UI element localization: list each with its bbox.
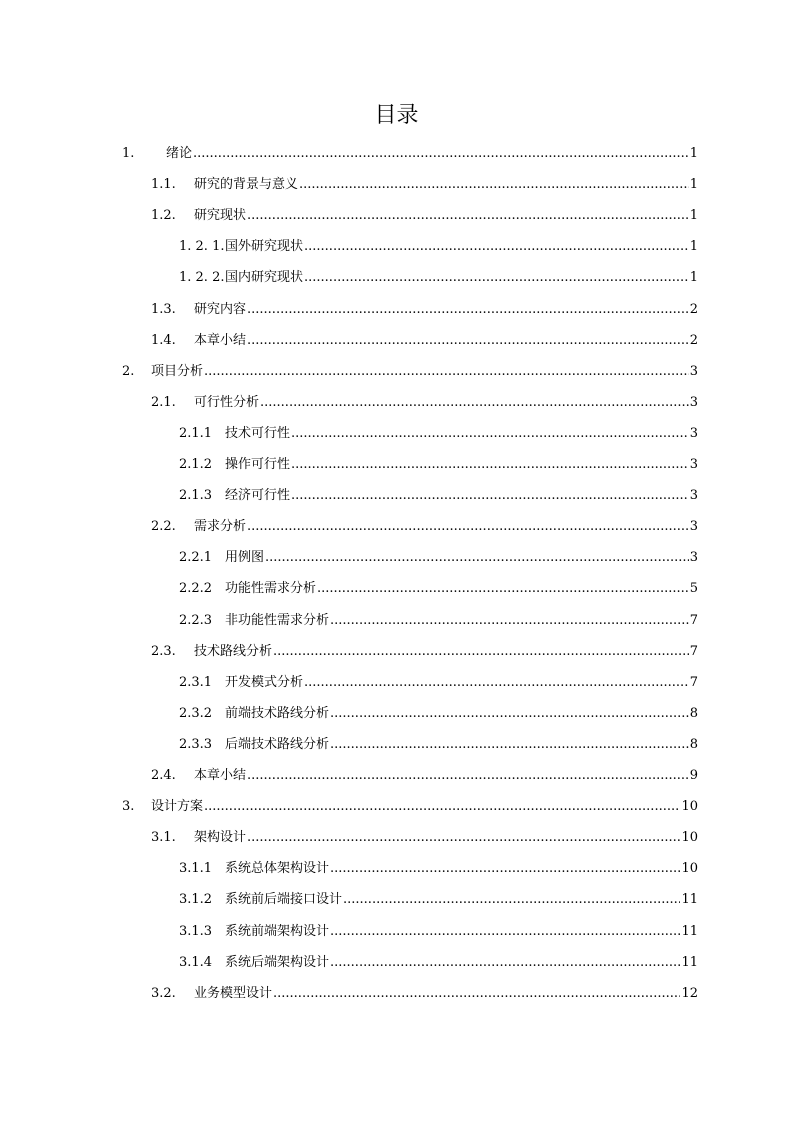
- toc-entry-number: 3.1.: [151, 830, 176, 846]
- toc-entry[interactable]: [179, 612, 698, 630]
- toc-entry[interactable]: [179, 238, 698, 256]
- dot-leader: [291, 425, 689, 443]
- dot-leader: [273, 643, 689, 661]
- toc-entry-label: 研究现状: [194, 208, 247, 224]
- toc-entry-number: 2.2.1: [179, 550, 213, 566]
- toc-entry-page-number: 10: [681, 799, 698, 815]
- toc-entry-page-number: 1: [689, 177, 698, 193]
- toc-entry-number: 2.3.: [151, 643, 176, 659]
- toc-entry-number: 1. 2. 2.: [179, 270, 225, 286]
- dot-leader: [304, 238, 689, 256]
- toc-entry-label: 业务模型设计: [194, 985, 273, 1001]
- toc-entry-page-number: 11: [681, 892, 698, 908]
- dot-leader: [247, 767, 689, 785]
- toc-entry-page-number: 3: [689, 550, 698, 566]
- toc-entry-page-number: 7: [689, 643, 698, 659]
- toc-entry-page-number: 1: [689, 146, 698, 161]
- toc-entry-label: 本章小结: [194, 332, 247, 348]
- toc-entry-label: 用例图: [225, 550, 265, 566]
- toc-entry-number: 1.2.: [151, 208, 176, 224]
- toc-entry-label: 本章小结: [194, 768, 247, 783]
- toc-entry-page-number: 7: [689, 612, 698, 628]
- dot-leader: [247, 301, 689, 319]
- toc-entry-page-number: 11: [681, 954, 698, 970]
- dot-leader: [247, 332, 689, 350]
- toc-entry-label: 前端技术路线分析: [225, 705, 330, 721]
- toc-entry-label: 开发模式分析: [225, 674, 304, 690]
- toc-entry-page-number: 1: [689, 270, 698, 286]
- dot-leader: [247, 829, 680, 847]
- dot-leader: [330, 954, 680, 972]
- toc-entry-page-number: 10: [681, 830, 698, 846]
- toc-entry-number: 1. 2. 1.: [179, 239, 225, 255]
- toc-entry-page-number: 2: [689, 301, 698, 317]
- toc-entry[interactable]: [179, 549, 698, 567]
- dot-leader: [260, 394, 689, 412]
- toc-entry[interactable]: [151, 643, 698, 661]
- dot-leader: [330, 736, 689, 754]
- toc-entry-number: 2.: [122, 363, 135, 379]
- toc-entry[interactable]: [179, 487, 698, 505]
- toc-entry-label: 国内研究现状: [225, 270, 304, 286]
- toc-entry-page-number: 3: [689, 457, 698, 472]
- toc-entry-number: 3.1.3: [179, 923, 213, 939]
- dot-leader: [204, 363, 689, 381]
- toc-entry-number: 1.3.: [151, 301, 176, 317]
- toc-entry-label: 可行性分析: [194, 394, 260, 410]
- toc-entry[interactable]: [151, 829, 698, 847]
- toc-entry-label: 研究的背景与意义: [194, 177, 299, 193]
- dot-leader: [304, 674, 689, 692]
- toc-entry-number: 2.3.3: [179, 736, 213, 752]
- dot-leader: [299, 176, 689, 194]
- toc-entry[interactable]: [179, 954, 698, 972]
- toc-entry-number: 2.1.2: [179, 457, 213, 472]
- toc-entry-label: 架构设计: [194, 830, 247, 846]
- toc-entry-label: 设计方案: [151, 799, 204, 815]
- toc-entry-number: 3.1.2: [179, 892, 213, 908]
- toc-entry-page-number: 3: [689, 425, 698, 441]
- toc-entry[interactable]: [179, 580, 698, 598]
- toc-entry[interactable]: [179, 891, 698, 909]
- toc-title: 目录: [374, 103, 419, 128]
- toc-entry-label: 非功能性需求分析: [225, 612, 330, 628]
- dot-leader: [247, 518, 689, 536]
- toc-entry-label: 绪论: [166, 146, 193, 161]
- toc-entry[interactable]: [122, 145, 698, 163]
- toc-entry-number: 3.2.: [151, 985, 176, 1001]
- toc-entry-number: 1.: [122, 146, 135, 161]
- dot-leader: [330, 612, 689, 630]
- toc-entry[interactable]: [151, 176, 698, 194]
- toc-entry-number: 2.1.1: [179, 425, 213, 441]
- toc-entry[interactable]: [179, 860, 698, 878]
- dot-leader: [330, 705, 689, 723]
- dot-leader: [317, 580, 689, 598]
- toc-entry[interactable]: [122, 798, 698, 816]
- dot-leader: [304, 269, 689, 287]
- dot-leader: [343, 891, 680, 909]
- toc-entry-label: 系统总体架构设计: [225, 861, 330, 877]
- toc-entry-page-number: 11: [681, 923, 698, 939]
- toc-entry-number: 2.2.3: [179, 612, 213, 628]
- toc-entry-page-number: 8: [689, 736, 698, 752]
- toc-entry[interactable]: [179, 674, 698, 692]
- toc-entry[interactable]: [179, 425, 698, 443]
- toc-entry[interactable]: [151, 301, 698, 319]
- toc-entry-label: 经济可行性: [225, 488, 291, 504]
- toc-entry-page-number: 1: [689, 208, 698, 224]
- toc-entry[interactable]: [151, 767, 698, 785]
- toc-entry-number: 3.1.1: [179, 861, 213, 877]
- toc-entry[interactable]: [122, 363, 698, 381]
- toc-entry-label: 技术可行性: [225, 425, 291, 441]
- dot-leader: [193, 145, 689, 163]
- toc-entry-label: 操作可行性: [225, 457, 291, 472]
- toc-entry[interactable]: [179, 705, 698, 723]
- toc-entry[interactable]: [151, 207, 698, 225]
- toc-entry-page-number: 9: [689, 768, 698, 783]
- toc-entry[interactable]: [179, 456, 698, 474]
- toc-entry-page-number: 2: [689, 332, 698, 348]
- toc-entry-page-number: 3: [689, 519, 698, 535]
- dot-leader: [265, 549, 689, 567]
- toc-entry-label: 国外研究现状: [225, 239, 304, 255]
- toc-entry-label: 系统后端架构设计: [225, 954, 330, 970]
- dot-leader: [204, 798, 680, 816]
- toc-entry[interactable]: [151, 332, 698, 350]
- toc-entry-label: 系统前端架构设计: [225, 923, 330, 939]
- toc-entry-label: 需求分析: [194, 519, 247, 535]
- dot-leader: [273, 985, 680, 1003]
- toc-entry-number: 2.1.3: [179, 488, 213, 504]
- dot-leader: [291, 487, 689, 505]
- dot-leader: [330, 923, 680, 941]
- toc-entry-number: 2.3.2: [179, 705, 213, 721]
- toc-entry[interactable]: [151, 394, 698, 412]
- toc-entry-number: 3.: [122, 799, 135, 815]
- dot-leader: [247, 207, 689, 225]
- toc-entry-page-number: 5: [689, 581, 698, 597]
- toc-entry[interactable]: [151, 985, 698, 1003]
- toc-entry-page-number: 10: [681, 861, 698, 877]
- toc-entry-number: 3.1.4: [179, 954, 213, 970]
- toc-entry-number: 2.1.: [151, 394, 176, 410]
- toc-entry-label: 技术路线分析: [194, 643, 273, 659]
- toc-entry-page-number: 8: [689, 705, 698, 721]
- toc-entry-page-number: 3: [689, 363, 698, 379]
- toc-entry-number: 2.2.: [151, 519, 176, 535]
- toc-entry-number: 2.3.1: [179, 674, 213, 690]
- toc-entry-page-number: 12: [681, 985, 698, 1001]
- toc-entry-page-number: 7: [689, 674, 698, 690]
- toc-entry-number: 1.4.: [151, 332, 176, 348]
- toc-entry-label: 研究内容: [194, 301, 247, 317]
- dot-leader: [330, 860, 680, 878]
- toc-entry[interactable]: [179, 923, 698, 941]
- toc-entry[interactable]: [179, 269, 698, 287]
- toc-entry-number: 2.2.2: [179, 581, 213, 597]
- toc-entry-page-number: 3: [689, 394, 698, 410]
- toc-entry-page-number: 1: [689, 239, 698, 255]
- toc-entry[interactable]: [151, 518, 698, 536]
- toc-entry-number: 1.1.: [151, 177, 176, 193]
- toc-entry-label: 项目分析: [151, 363, 204, 379]
- toc-entry-label: 系统前后端接口设计: [225, 892, 343, 908]
- dot-leader: [291, 456, 689, 474]
- toc-entry[interactable]: [179, 736, 698, 754]
- toc-entry-number: 2.4.: [151, 768, 176, 783]
- toc-entry-label: 功能性需求分析: [225, 581, 317, 597]
- toc-entry-page-number: 3: [689, 488, 698, 504]
- toc-entry-label: 后端技术路线分析: [225, 736, 330, 752]
